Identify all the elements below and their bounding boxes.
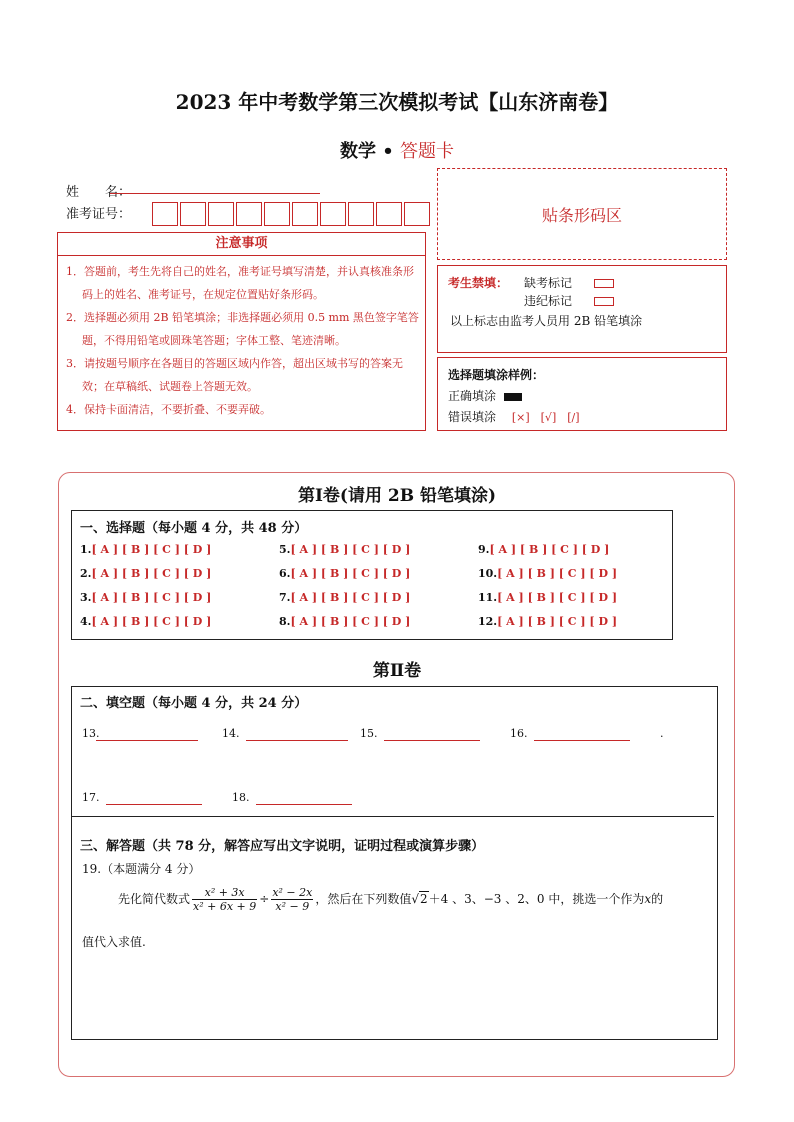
id-digit-box[interactable] bbox=[376, 202, 402, 226]
blank-answer-17[interactable] bbox=[106, 804, 202, 805]
notice-title: 注意事项 bbox=[57, 232, 426, 256]
choice-question-1[interactable] bbox=[80, 543, 211, 556]
fraction-1-denominator: x² + 6x + 9 bbox=[193, 900, 257, 913]
choice-heading: 一、选择题（每小题 4 分，共 48 分） bbox=[80, 521, 308, 536]
blank-number-17: 17. bbox=[82, 791, 100, 804]
choice-question-4[interactable] bbox=[80, 615, 211, 628]
blank-answer-18[interactable] bbox=[256, 804, 352, 805]
choice-question-10[interactable] bbox=[478, 567, 617, 580]
wrong-label: 错误填涂 bbox=[448, 410, 497, 424]
ban-box bbox=[437, 265, 727, 353]
choice-question-2[interactable] bbox=[80, 567, 211, 580]
notice-item: 2．选择题必须用 2B 铅笔填涂；非选择题必须用 0.5 mm 黑色签字笔答题，不得用铅笔或圆珠笔答题；字体工整、笔迹清晰。 bbox=[66, 311, 419, 347]
answer-options[interactable]: [ A ] [ B ] [ C ] [ D ] bbox=[497, 567, 618, 580]
question-number: 8. bbox=[279, 615, 291, 628]
choice-question-6[interactable] bbox=[279, 567, 410, 580]
answer-options[interactable]: [ A ] [ B ] [ C ] [ D ] bbox=[489, 543, 610, 556]
question-number: 10. bbox=[478, 567, 498, 580]
answer-options[interactable]: [ A ] [ B ] [ C ] [ D ] bbox=[497, 615, 618, 628]
q19-text-c: ＋4 、3、−3 、2、0 中，挑选一个作为 bbox=[428, 892, 645, 906]
q19-text-e: 值代入求值. bbox=[82, 935, 146, 949]
question-number: 3. bbox=[80, 591, 92, 604]
choice-question-11[interactable] bbox=[478, 591, 617, 604]
notice-item: 1．答题前，考生先将自己的姓名，准考证号填写清楚，并认真核准条形码上的姓名、准考证号，在规定位置贴好条形码。 bbox=[66, 265, 414, 301]
solve-heading: 三、解答题（共 78 分，解答应写出文字说明，证明过程或演算步骤） bbox=[80, 839, 485, 854]
q19-variable: x bbox=[644, 892, 652, 906]
question-number: 5. bbox=[279, 543, 291, 556]
sqrt-radicand: 2 bbox=[420, 892, 428, 906]
question-number: 7. bbox=[279, 591, 291, 604]
choice-question-3[interactable] bbox=[80, 591, 211, 604]
id-digit-box[interactable] bbox=[208, 202, 234, 226]
fraction-2-numerator: x² − 2x bbox=[272, 886, 313, 899]
absent-label: 缺考标记 bbox=[524, 276, 573, 290]
answer-options[interactable]: [ A ] [ B ] [ C ] [ D ] bbox=[290, 567, 411, 580]
correct-label: 正确填涂 bbox=[448, 389, 497, 403]
question-number: 1. bbox=[80, 543, 92, 556]
ban-label: 考生禁填： bbox=[448, 276, 509, 290]
choice-question-5[interactable] bbox=[279, 543, 410, 556]
answer-options[interactable]: [ A ] [ B ] [ C ] [ D ] bbox=[91, 615, 212, 628]
absent-mark-row bbox=[524, 274, 614, 291]
question-number: 9. bbox=[478, 543, 490, 556]
answer-options[interactable]: [ A ] [ B ] [ C ] [ D ] bbox=[497, 591, 618, 604]
fraction-2 bbox=[271, 886, 313, 913]
q19-answer-area[interactable] bbox=[80, 955, 700, 1035]
blank-end-period: . bbox=[660, 727, 664, 740]
id-digit-box[interactable] bbox=[264, 202, 290, 226]
barcode-label: 贴条形码区 bbox=[541, 205, 622, 225]
id-label: 准考证号： bbox=[66, 207, 132, 222]
id-digit-box[interactable] bbox=[180, 202, 206, 226]
notice-item: 4．保持卡面清洁，不要折叠、不要弄破。 bbox=[66, 403, 271, 416]
divide-sign: ÷ bbox=[259, 892, 270, 906]
id-digit-box[interactable] bbox=[404, 202, 430, 226]
filled-mark-sample bbox=[504, 393, 522, 401]
name-field[interactable] bbox=[110, 193, 320, 194]
question-number: 11. bbox=[478, 591, 498, 604]
blank-answer-15[interactable] bbox=[384, 740, 480, 741]
part2-title: 第Ⅱ卷 bbox=[372, 661, 422, 681]
question-number: 12. bbox=[478, 615, 498, 628]
blank-number-16: 16. bbox=[510, 727, 528, 740]
id-digit-box[interactable] bbox=[236, 202, 262, 226]
blank-number-18: 18. bbox=[232, 791, 250, 804]
answer-options[interactable]: [ A ] [ B ] [ C ] [ D ] bbox=[290, 543, 411, 556]
exam-title: 2023 年中考数学第三次模拟考试【山东济南卷】 bbox=[175, 90, 619, 114]
notice-item: 3．请按题号顺序在各题目的答题区域内作答，超出区域书写的答案无效；在草稿纸、试题卷上答题无效。 bbox=[66, 357, 403, 393]
question-number: 2. bbox=[80, 567, 92, 580]
q19-label: 19.（本题满分 4 分） bbox=[82, 862, 201, 876]
notice-list bbox=[57, 256, 426, 431]
q19-text bbox=[118, 886, 663, 913]
answer-options[interactable]: [ A ] [ B ] [ C ] [ D ] bbox=[91, 543, 212, 556]
violation-mark-row bbox=[524, 292, 614, 309]
wrong-marks: [×] [√] [/] bbox=[511, 411, 580, 424]
blank-answer-14[interactable] bbox=[246, 740, 348, 741]
choice-question-12[interactable] bbox=[478, 615, 617, 628]
blank-answer-13[interactable] bbox=[96, 740, 198, 741]
blank-answer-16[interactable] bbox=[534, 740, 630, 741]
id-digit-box[interactable] bbox=[292, 202, 318, 226]
choice-question-9[interactable] bbox=[478, 543, 609, 556]
part1-title: 第Ⅰ卷(请用 2B 铅笔填涂) bbox=[297, 486, 497, 506]
q19-text-b: ，然后在下列数值 bbox=[315, 892, 412, 906]
fraction-1-numerator: x² + 3x bbox=[192, 886, 257, 900]
sample-label: 选择题填涂样例： bbox=[448, 368, 545, 382]
answer-options[interactable]: [ A ] [ B ] [ C ] [ D ] bbox=[290, 591, 411, 604]
answer-sheet-subtitle bbox=[0, 137, 794, 163]
subject-label: 数学 • bbox=[339, 141, 394, 162]
blank-number-13: 13. bbox=[82, 727, 100, 740]
question-number: 4. bbox=[80, 615, 92, 628]
violation-mark-box[interactable] bbox=[594, 297, 614, 306]
choice-question-8[interactable] bbox=[279, 615, 410, 628]
correct-sample-row bbox=[448, 387, 522, 404]
id-number-boxes[interactable] bbox=[152, 202, 432, 226]
q19-text-a: 先化简代数式 bbox=[118, 892, 191, 906]
fraction-2-denominator: x² − 9 bbox=[275, 900, 310, 913]
answer-card-label: 答题卡 bbox=[400, 141, 455, 162]
sqrt-expression: √2 bbox=[411, 892, 428, 906]
answer-options[interactable]: [ A ] [ B ] [ C ] [ D ] bbox=[91, 567, 212, 580]
q19-text-d: 的 bbox=[651, 892, 664, 906]
fill-sample-box bbox=[437, 357, 727, 431]
id-digit-box[interactable] bbox=[152, 202, 178, 226]
blank-number-15: 15. bbox=[360, 727, 378, 740]
fill-heading: 二、填空题（每小题 4 分，共 24 分） bbox=[80, 696, 308, 711]
blank-number-14: 14. bbox=[222, 727, 240, 740]
violation-label: 违纪标记 bbox=[524, 294, 573, 308]
absent-mark-box[interactable] bbox=[594, 279, 614, 288]
section-divider bbox=[71, 816, 714, 817]
id-digit-box[interactable] bbox=[348, 202, 374, 226]
wrong-sample-row bbox=[448, 408, 580, 425]
barcode-area bbox=[437, 168, 727, 260]
answer-options[interactable]: [ A ] [ B ] [ C ] [ D ] bbox=[290, 615, 411, 628]
name-label: 姓 名： bbox=[66, 185, 132, 200]
question-number: 6. bbox=[279, 567, 291, 580]
id-digit-box[interactable] bbox=[320, 202, 346, 226]
fraction-1 bbox=[192, 886, 257, 913]
ban-note: 以上标志由监考人员用 2B 铅笔填涂 bbox=[450, 314, 643, 328]
answer-options[interactable]: [ A ] [ B ] [ C ] [ D ] bbox=[91, 591, 212, 604]
choice-question-7[interactable] bbox=[279, 591, 410, 604]
